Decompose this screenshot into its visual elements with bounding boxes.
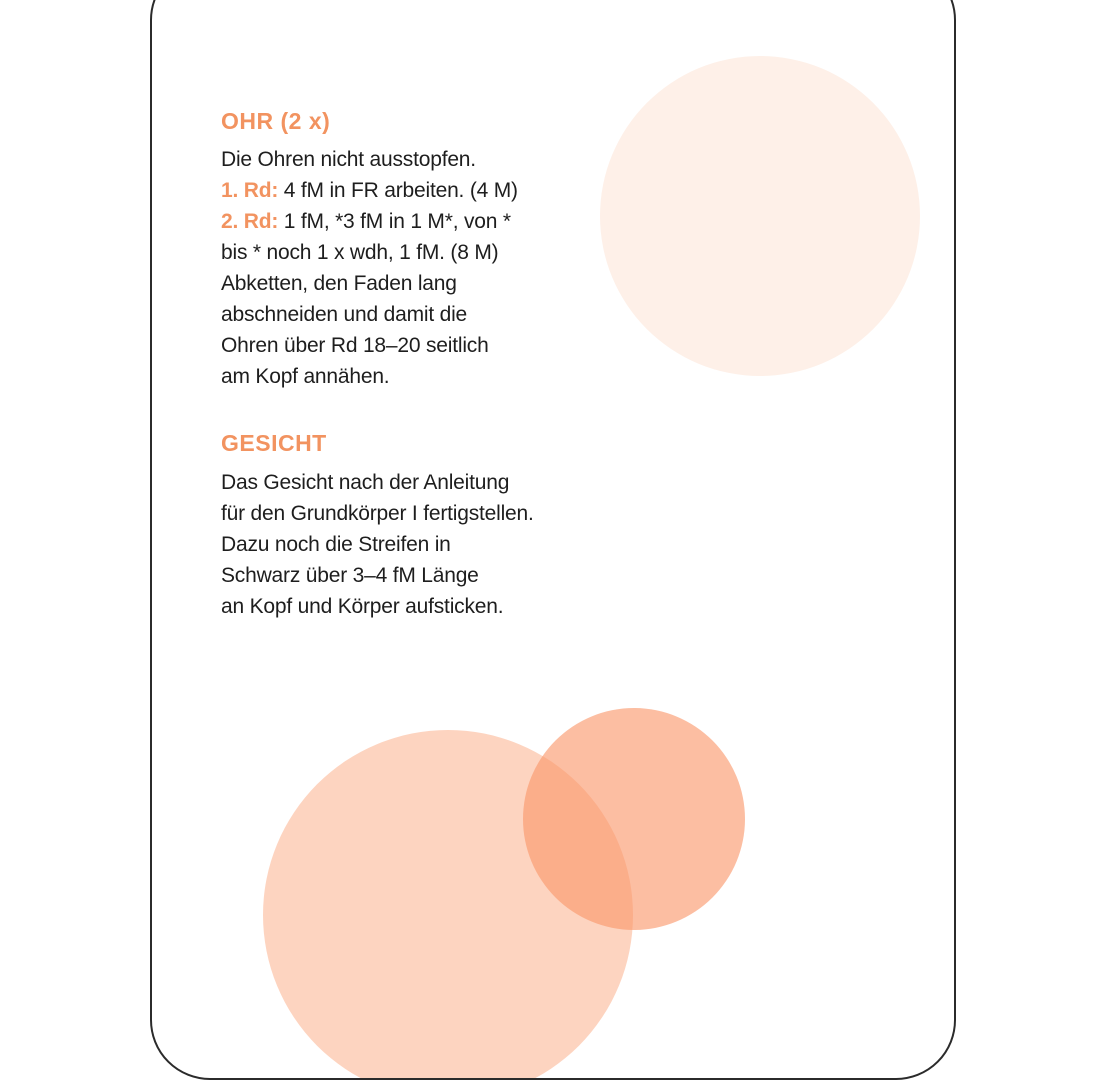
instruction-card bbox=[150, 0, 956, 1080]
ohr-heading: OHR (2 x) bbox=[221, 108, 331, 134]
decorative-circle-light bbox=[600, 56, 920, 376]
ohr-finish-line: abschneiden und damit die bbox=[221, 303, 468, 326]
gesicht-line: an Kopf und Körper aufsticken. bbox=[221, 595, 504, 618]
round-1-label: 1. Rd: bbox=[221, 179, 279, 202]
gesicht-line: Schwarz über 3–4 fM Länge bbox=[221, 564, 479, 587]
decorative-circle-orange bbox=[523, 708, 745, 930]
ohr-round-2 bbox=[221, 206, 581, 237]
ohr-instructions bbox=[221, 144, 581, 392]
ohr-intro: Die Ohren nicht ausstopfen. bbox=[221, 148, 476, 171]
gesicht-line: Dazu noch die Streifen in bbox=[221, 533, 451, 556]
round-2-label: 2. Rd: bbox=[221, 210, 279, 233]
round-2-text: 1 fM, *3 fM in 1 M*, von * bbox=[278, 210, 511, 233]
ohr-round-2-continued: bis * noch 1 x wdh, 1 fM. (8 M) bbox=[221, 241, 499, 264]
round-1-text: 4 fM in FR arbeiten. (4 M) bbox=[278, 179, 518, 202]
card-content bbox=[221, 106, 581, 622]
gesicht-instructions bbox=[221, 467, 581, 622]
ohr-finish-line: Ohren über Rd 18–20 seitlich bbox=[221, 334, 489, 357]
ohr-finish-line: Abketten, den Faden lang bbox=[221, 272, 457, 295]
ohr-round-1 bbox=[221, 175, 581, 206]
gesicht-line: für den Grundkörper I fertigstellen. bbox=[221, 502, 534, 525]
ohr-finish-line: am Kopf annähen. bbox=[221, 365, 390, 388]
gesicht-section bbox=[221, 428, 581, 622]
gesicht-line: Das Gesicht nach der Anleitung bbox=[221, 471, 510, 494]
ohr-section bbox=[221, 106, 581, 392]
gesicht-heading: GESICHT bbox=[221, 430, 327, 456]
